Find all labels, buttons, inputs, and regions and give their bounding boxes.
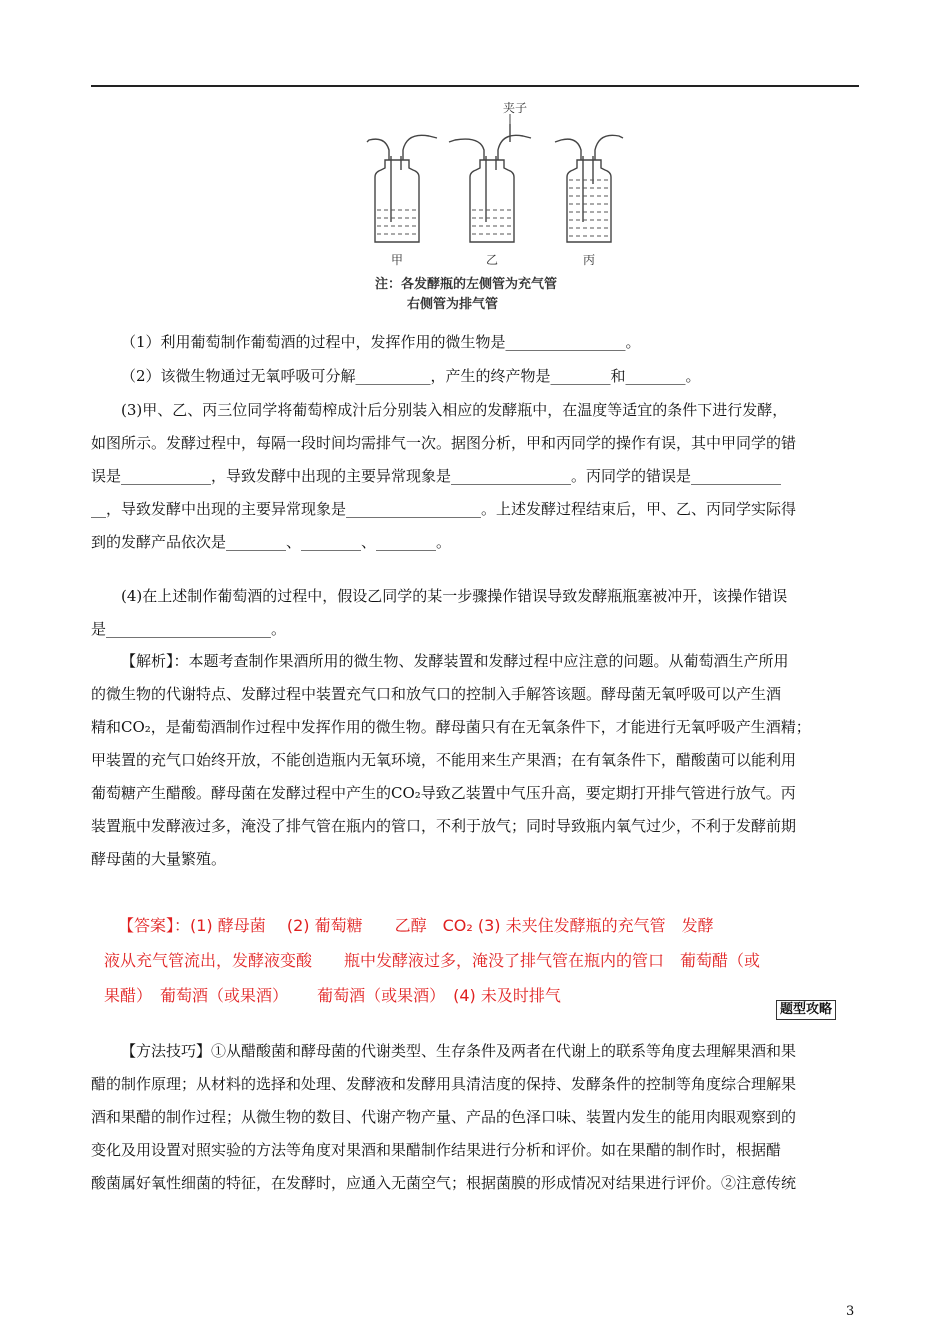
- question-2: （2）该微生物通过无氧呼吸可分解__________，产生的终产物是________和________。: [121, 367, 701, 385]
- fermentation-bottles-figure: [355, 92, 625, 316]
- answer-section: [104, 908, 804, 1013]
- question-3-line: (3)甲、乙、丙三位同学将葡萄榨成汁后分别装入相应的发酵瓶中，在温度等适宜的条件下进行发酵，: [121, 401, 788, 419]
- answer-line: 液从充气管流出，发酵液变酸 瓶中发酵液过多，淹没了排气管在瓶内的管口 葡萄醋（或: [104, 951, 761, 970]
- figure-note-line2: 右侧管为排气管: [407, 297, 499, 312]
- analysis-line: 的微生物的代谢特点、发酵过程中装置充气口和放气口的控制入手解答该题。酵母菌无氧呼吸可以产生酒: [91, 685, 782, 703]
- question-3-line: 到的发酵产品依次是________、________、________。: [91, 533, 452, 551]
- method-line: 醋的制作原理；从材料的选择和处理、发酵液和发酵用具清洁度的保持、发酵条件的控制等角度综合理解果: [91, 1075, 797, 1093]
- question-3-line: 如图所示。发酵过程中，每隔一段时间均需排气一次。据图分析，甲和丙同学的操作有误，其中甲同学的错: [91, 434, 797, 452]
- method-section: [91, 1035, 859, 1200]
- analysis-line: 葡萄糖产生醋酸。酵母菌在发酵过程中产生的CO₂导致乙装置中气压升高，要定期打开排气管进行放气。丙: [91, 784, 796, 802]
- clip-label: 夹子: [503, 101, 528, 115]
- bottle-label-jia: 甲: [391, 253, 404, 267]
- analysis-line: 【解析】：本题考查制作果酒所用的微生物、发酵装置和发酵过程中应注意的问题。从葡萄酒生产所用: [121, 652, 789, 670]
- page-number: 3: [846, 1304, 855, 1319]
- bottle-label-yi: 乙: [486, 253, 499, 267]
- method-line: 【方法技巧】①从醋酸菌和酵母菌的代谢类型、生存条件及两者在代谢上的联系等角度去理解果酒和果: [121, 1042, 797, 1060]
- bottles-diagram: [355, 92, 625, 316]
- section-tag: 题型攻略: [776, 1000, 836, 1020]
- figure-note-line1: 注：各发酵瓶的左侧管为充气管: [375, 277, 558, 292]
- answer-line: 果醋） 葡萄酒（或果酒） 葡萄酒（或果酒） (4) 未及时排气: [104, 986, 561, 1005]
- method-line: 酸菌属好氧性细菌的特征，在发酵时，应通入无菌空气；根据菌膜的形成情况对结果进行评价。②注意传统: [91, 1174, 797, 1192]
- analysis-section: [91, 645, 859, 876]
- method-line: 变化及用设置对照实验的方法等角度对果酒和果醋制作结果进行分析和评价。如在果醋的制作时，根据醋: [91, 1141, 782, 1159]
- question-1: （1）利用葡萄制作葡萄酒的过程中，发挥作用的微生物是________________。: [121, 333, 641, 351]
- answer-line: 【答案】：(1) 酵母菌 (2) 葡萄糖 乙醇 CO₂ (3) 未夹住发酵瓶的充气管 发酵: [118, 916, 714, 935]
- analysis-line: 甲装置的充气口始终开放，不能创造瓶内无氧环境，不能用来生产果酒；在有氧条件下，醋酸菌可以能利用: [91, 751, 797, 769]
- question-4-line: 是______________________。: [91, 620, 287, 638]
- question-3-line: 误是____________，导致发酵中出现的主要异常现象是________________。丙同学的错误是____________: [91, 467, 782, 485]
- question-3: [91, 394, 859, 559]
- analysis-line: 装置瓶中发酵液过多，淹没了排气管在瓶内的管口，不利于放气；同时导致瓶内氧气过少，不利于发酵前期: [91, 817, 797, 835]
- question-4-line: (4)在上述制作葡萄酒的过程中，假设乙同学的某一步骤操作错误导致发酵瓶瓶塞被冲开，该操作错误: [121, 587, 788, 605]
- bottle-label-bing: 丙: [583, 253, 596, 267]
- analysis-line: 精和CO₂，是葡萄酒制作过程中发挥作用的微生物。酵母菌只有在无氧条件下，才能进行无氧呼吸产生酒精；: [91, 718, 811, 736]
- method-line: 酒和果醋的制作过程；从微生物的数目、代谢产物产量、产品的色泽口味、装置内发生的能用肉眼观察到的: [91, 1108, 797, 1126]
- question-4: [91, 580, 859, 646]
- header-rule: [91, 85, 859, 87]
- question-3-line: __，导致发酵中出现的主要异常现象是__________________。上述发酵过程结束后，甲、乙、丙同学实际得: [91, 500, 797, 518]
- analysis-line: 酵母菌的大量繁殖。: [91, 850, 227, 868]
